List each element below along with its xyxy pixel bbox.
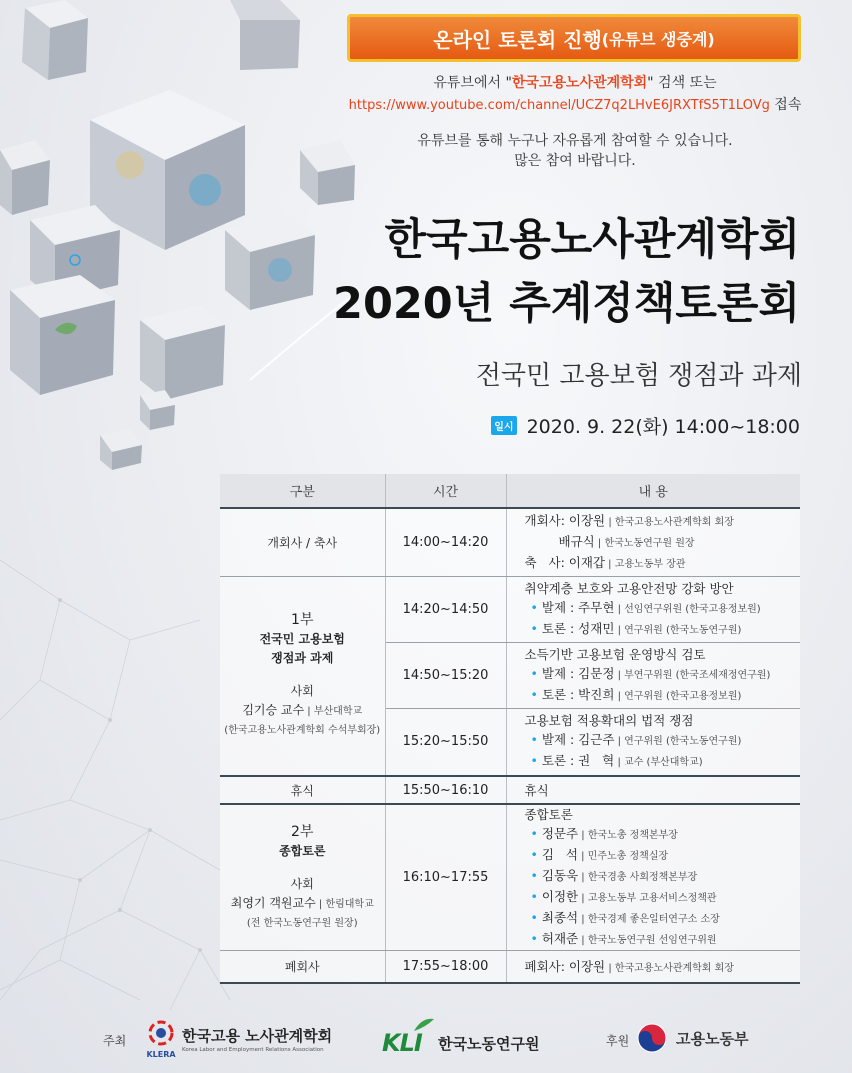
closing-label: 폐회사 xyxy=(220,951,385,983)
session-content xyxy=(506,708,800,776)
affiliation: | 한국고용노사관계학회 회장 xyxy=(605,963,734,975)
break-time: 15:50~16:10 xyxy=(385,776,506,804)
session-topic: 취약계층 보호와 고용안전망 강화 방안 xyxy=(524,580,734,596)
table-row-closing xyxy=(220,951,800,983)
part2-content-title: 종합토론 xyxy=(524,807,573,822)
cube-left xyxy=(0,140,50,215)
sponsor-label: 후원 xyxy=(606,1034,630,1048)
presenter: 발제 : 김문정 xyxy=(541,665,615,681)
notice-text: 접속 xyxy=(769,97,802,113)
event-datetime xyxy=(420,412,800,439)
bullet-icon: • xyxy=(530,826,538,841)
part2-cell xyxy=(220,804,385,951)
panelist-name: 김 석 xyxy=(541,847,578,862)
affiliation: | 연구위원 (한국노동연구원) xyxy=(614,624,742,636)
affiliation: | 한국노동연구원 원장 xyxy=(594,537,695,549)
speaker: 폐회사: 이장원 xyxy=(524,959,606,975)
bullet-icon: • xyxy=(530,732,538,748)
kli-logo xyxy=(382,1017,562,1057)
panelist-name: 이정한 xyxy=(541,889,579,904)
session-topic: 고용보험 적용확대의 법적 쟁점 xyxy=(524,713,694,729)
bullet-icon: • xyxy=(530,620,538,636)
panelist-name: 허재준 xyxy=(541,931,579,946)
notice-text: 유튜브에서 " xyxy=(433,75,512,91)
affiliation: | 선임연구위원 (한국고용정보원) xyxy=(614,603,761,615)
kli-name: 한국노동연구원 xyxy=(438,1035,540,1053)
part2-time: 16:10~17:55 xyxy=(385,804,506,951)
bullet-icon: • xyxy=(530,599,538,615)
panelist-aff: | 한국노총 정책본부장 xyxy=(578,830,678,841)
notice-line-2 xyxy=(300,94,850,114)
cube-lower xyxy=(140,305,225,400)
speaker: 배규식 xyxy=(558,533,595,549)
cube-tiny-2 xyxy=(100,428,142,470)
part1-moderator-note: (한국고용노사관계학회 수석부회장) xyxy=(224,725,381,737)
affiliation: | 한국고용노사관계학회 회장 xyxy=(605,516,734,528)
bullet-icon: • xyxy=(530,889,538,904)
affiliation: | 고용노동부 장관 xyxy=(604,558,686,570)
klera-name: 한국고용 노사관계학회 xyxy=(182,1027,333,1045)
panelist-aff: | 한국경제 좋은일터연구소 소장 xyxy=(578,914,720,925)
banner-main: 온라인 토론회 진행 xyxy=(433,27,602,52)
panelist-name: 정문주 xyxy=(541,826,579,841)
header-content: 내 용 xyxy=(506,474,800,508)
part1-cell xyxy=(220,576,385,776)
part1-moderator-label: 사회 xyxy=(290,684,314,699)
opening-content xyxy=(506,508,800,576)
discussant: 토론 : 권 혁 xyxy=(541,753,615,769)
presenter: 발제 : 주무현 xyxy=(541,599,615,615)
panelist-aff: | 한국노동연구원 선임연구위원 xyxy=(578,935,717,946)
bullet-icon: • xyxy=(530,665,538,681)
bullet-icon: • xyxy=(530,753,538,769)
session-topic: 소득기반 고용보험 운영방식 검토 xyxy=(524,646,706,662)
panelist-aff: | 한국경총 사회정책본부장 xyxy=(578,872,698,883)
discussant: 토론 : 박진희 xyxy=(541,686,615,702)
session-time: 15:20~15:50 xyxy=(385,708,506,776)
klera-english-name: Korea Labor and Employment Relations Association xyxy=(182,1047,324,1053)
discussant: 토론 : 성재민 xyxy=(541,620,615,636)
date-tag: 일시 xyxy=(491,416,516,435)
cube-top-left xyxy=(22,0,88,80)
header-time: 시간 xyxy=(385,474,506,508)
online-forum-banner xyxy=(347,14,801,62)
host-label: 주최 xyxy=(103,1034,127,1048)
speaker: 축 사: 이재갑 xyxy=(524,554,605,570)
notice-line-4: 많은 참여 바랍니다. xyxy=(514,153,636,169)
part2-title: 2부 xyxy=(291,823,314,840)
part2-moderator-aff: | 한림대학교 xyxy=(315,898,374,910)
affiliation: | 부연구위원 (한국조세재정연구원) xyxy=(614,669,771,681)
klera-abbr: KLERA xyxy=(146,1050,176,1059)
klera-emblem-icon xyxy=(143,1019,179,1049)
closing-time: 17:55~18:00 xyxy=(385,951,506,983)
table-row-break xyxy=(220,776,800,804)
search-keyword: 한국고용노사관계학회 xyxy=(511,75,648,91)
panelist-aff: | 고용노동부 고용서비스정책관 xyxy=(578,893,717,904)
session-time: 14:50~15:20 xyxy=(385,642,506,708)
klera-logo xyxy=(143,1019,179,1063)
session-content xyxy=(506,576,800,642)
footer xyxy=(0,1015,852,1065)
part1-moderator-name: 김기승 교수 xyxy=(242,703,305,718)
moel-name: 고용노동부 xyxy=(676,1030,749,1048)
title-line-2: 2020년 추계정책토론회 xyxy=(333,279,800,329)
part1-topic-2: 쟁점과 과제 xyxy=(271,651,334,666)
table-header xyxy=(220,474,800,508)
table-row-opening xyxy=(220,508,800,576)
cube-top-mid xyxy=(230,0,300,70)
schedule-table xyxy=(220,474,800,984)
part2-moderator-name: 최영기 객원교수 xyxy=(230,895,316,910)
panelist-name: 김동욱 xyxy=(541,868,579,883)
panelist-name: 최종석 xyxy=(541,910,579,925)
part1-title: 1부 xyxy=(291,612,314,629)
break-label: 휴식 xyxy=(220,776,385,804)
table-row-session-1 xyxy=(220,576,800,642)
opening-label: 개회사 / 축사 xyxy=(220,508,385,576)
affiliation: | 연구위원 (한국고용정보원) xyxy=(614,690,742,702)
speaker: 개회사: 이장원 xyxy=(524,512,606,528)
affiliation: | 교수 (부산대학교) xyxy=(614,757,703,769)
bullet-icon: • xyxy=(530,931,538,946)
bullet-icon: • xyxy=(530,868,538,883)
banner-sub: (유튜브 생중계) xyxy=(601,29,715,49)
session-time: 14:20~14:50 xyxy=(385,576,506,642)
affiliation: | 연구위원 (한국노동연구원) xyxy=(614,736,742,748)
part2-moderator-label: 사회 xyxy=(290,876,314,891)
part2-content xyxy=(506,804,800,951)
bullet-icon: • xyxy=(530,847,538,862)
bullet-icon: • xyxy=(530,910,538,925)
part1-moderator-aff: | 부산대학교 xyxy=(304,706,363,718)
title-line-1: 한국고용노사관계학회 xyxy=(384,215,800,265)
break-content: 휴식 xyxy=(506,776,800,804)
panelist-aff: | 민주노총 정책실장 xyxy=(577,851,669,862)
notice-line-3: 유튜브를 통해 누구나 자유롭게 참여할 수 있습니다. xyxy=(417,133,733,149)
table-row-part2 xyxy=(220,804,800,951)
part1-topic-1: 전국민 고용보험 xyxy=(259,632,345,647)
closing-content xyxy=(506,951,800,983)
kli-wordmark: KLI xyxy=(382,1029,422,1057)
cube-plant xyxy=(10,275,115,395)
session-content xyxy=(506,642,800,708)
header-category: 구분 xyxy=(220,474,385,508)
subtitle: 전국민 고용보험 쟁점과 과제 xyxy=(475,361,802,391)
opening-time: 14:00~14:20 xyxy=(385,508,506,576)
bullet-icon: • xyxy=(530,686,538,702)
youtube-link[interactable]: https://www.youtube.com/channel/UCZ7q2LHvE6JRXTfS5T1LOVg xyxy=(348,98,770,113)
part2-topic: 종합토론 xyxy=(279,843,326,858)
part2-moderator-note: (전 한국노동연구원 원장) xyxy=(246,917,358,929)
date-value: 2020. 9. 22(화) 14:00~18:00 xyxy=(526,416,800,438)
notice-text: " 검색 또는 xyxy=(647,75,717,91)
taegeuk-emblem-icon xyxy=(637,1023,667,1053)
presenter: 발제 : 김근주 xyxy=(541,732,615,748)
notice-line-1 xyxy=(300,72,850,92)
